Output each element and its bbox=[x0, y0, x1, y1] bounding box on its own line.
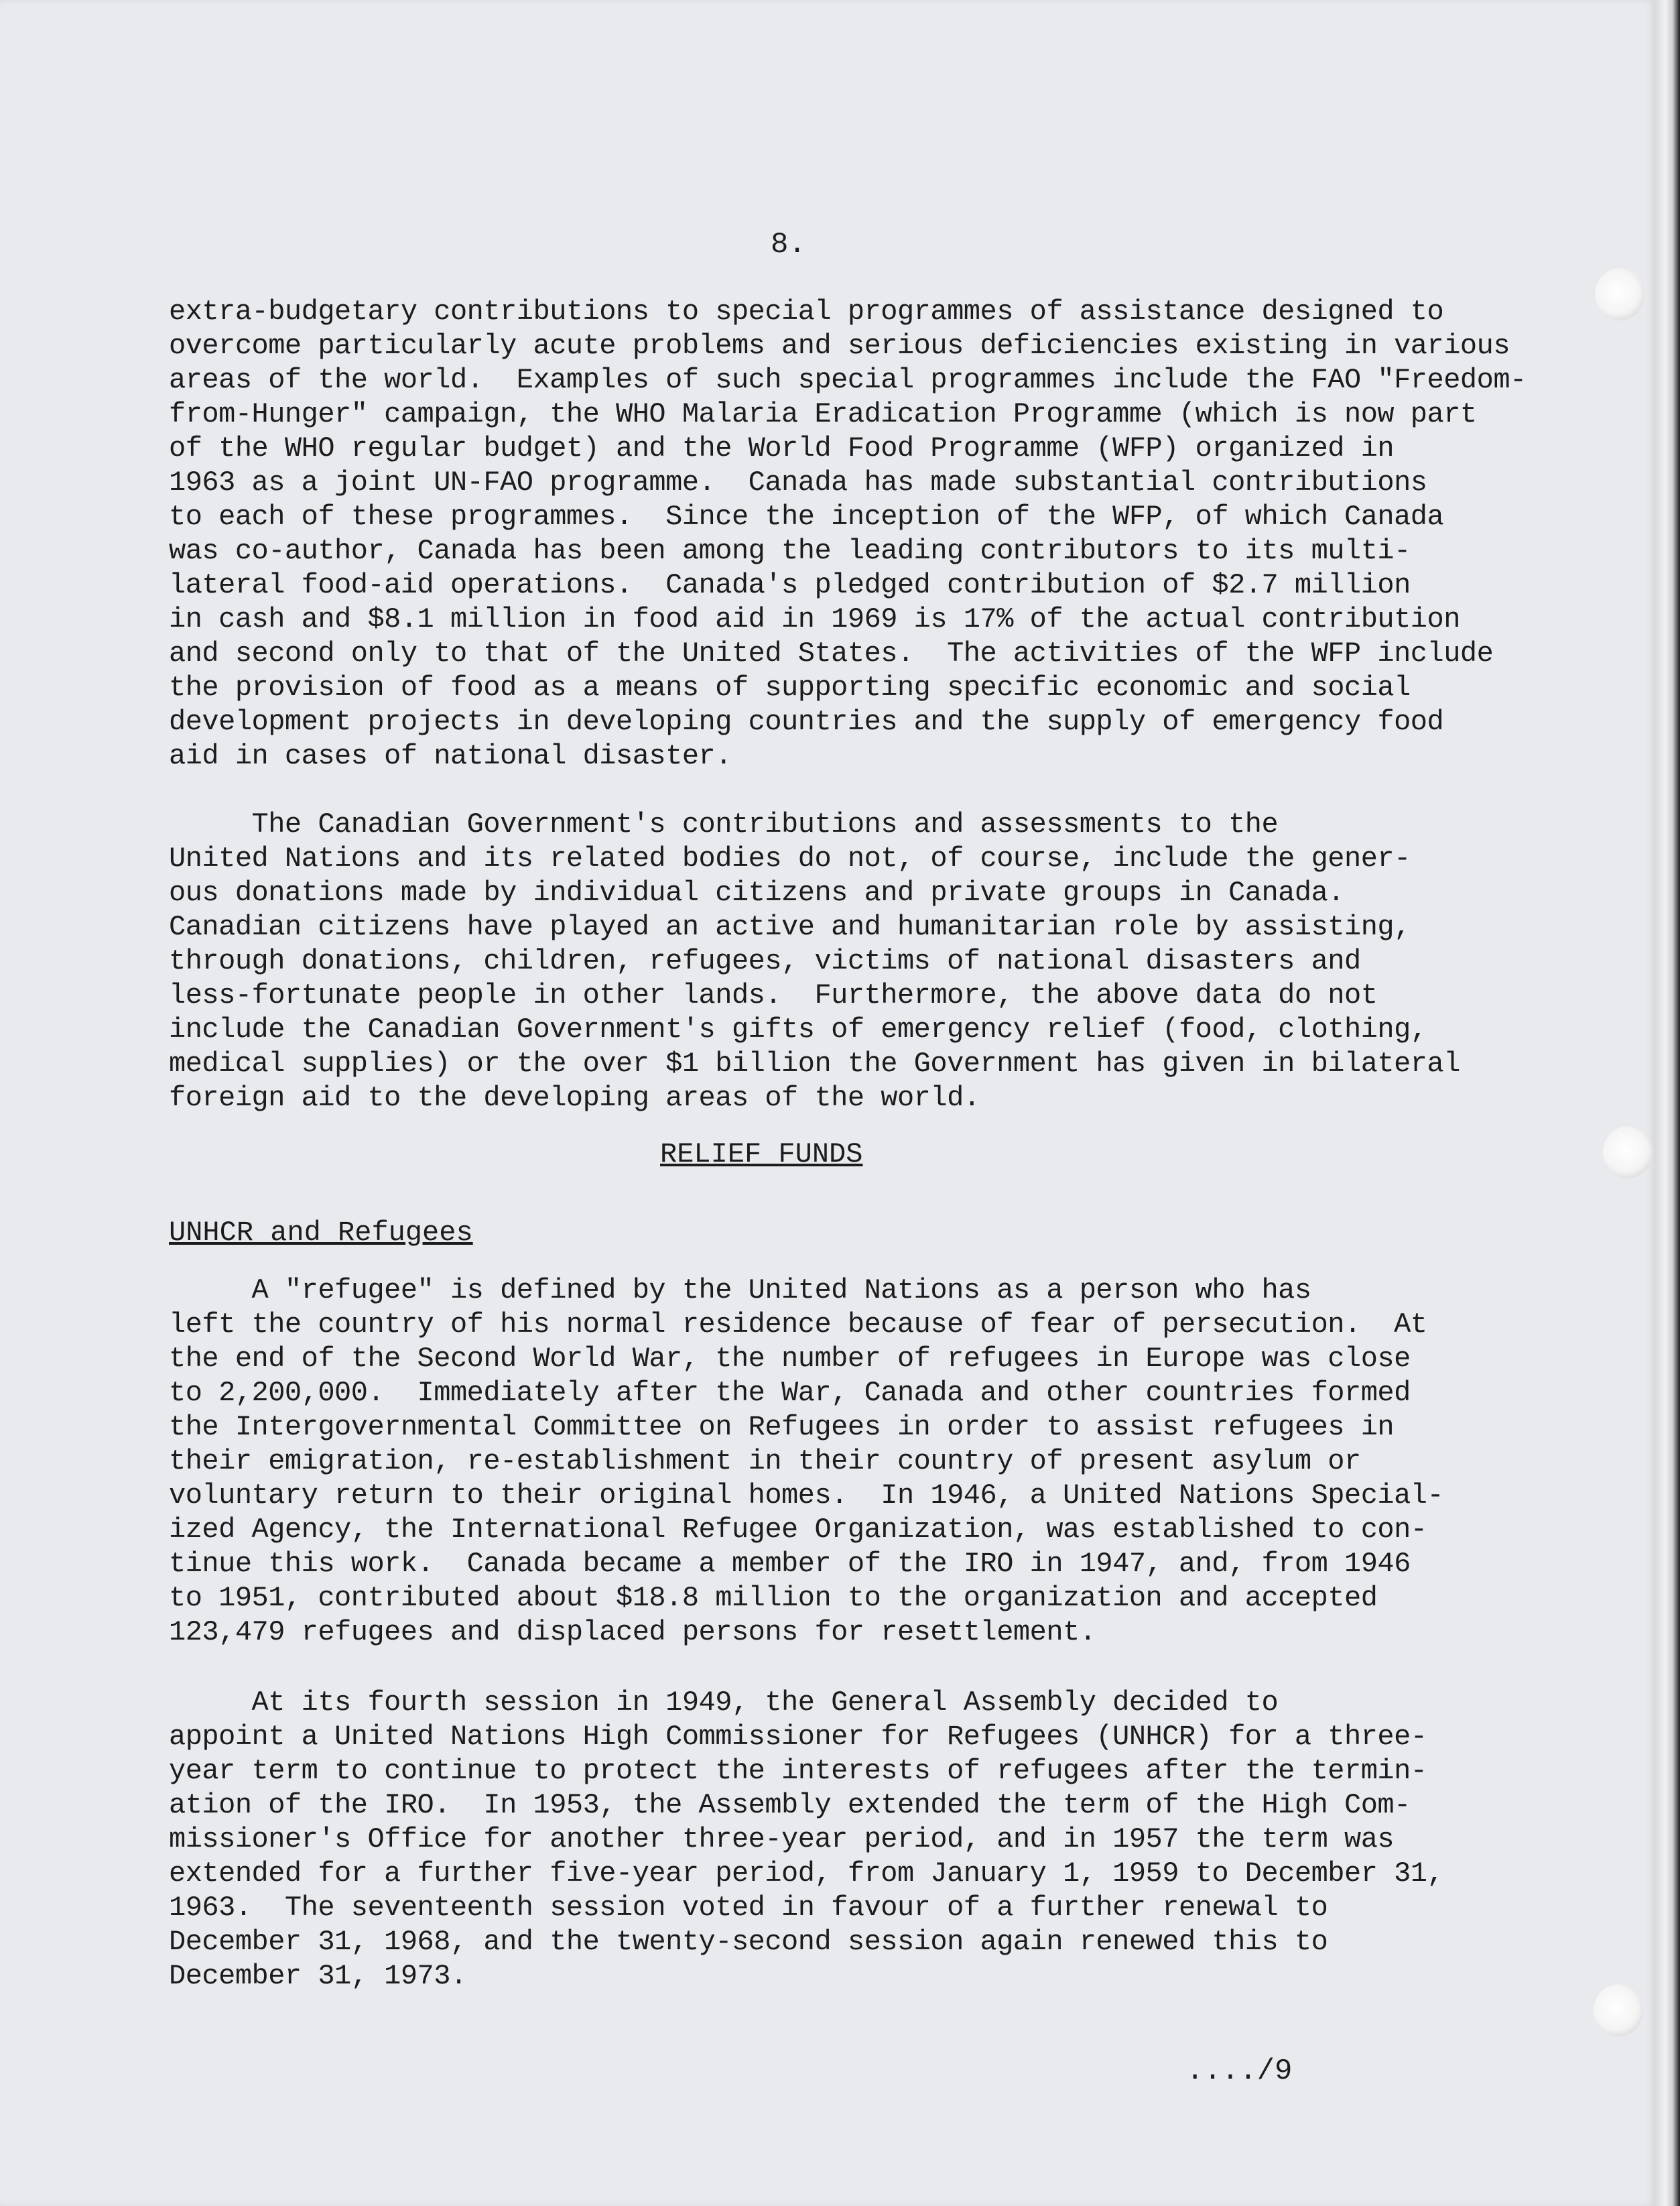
text-line: The Canadian Government's contributions and assessments to the bbox=[169, 808, 1279, 841]
text-line: December 31, 1973. bbox=[169, 1960, 467, 1992]
paragraph-canadian-contributions bbox=[169, 808, 1596, 1115]
text-line: extra-budgetary contributions to special programmes of assistance designed to bbox=[169, 296, 1444, 328]
text-line: their emigration, re-establishment in their country of present asylum or bbox=[169, 1445, 1361, 1477]
text-line: A "refugee" is defined by the United Nations as a person who has bbox=[169, 1274, 1311, 1306]
text-line: development projects in developing countries and the supply of emergency food bbox=[169, 706, 1444, 738]
text-line: 123,479 refugees and displaced persons for resettlement. bbox=[169, 1616, 1096, 1648]
text-line: medical supplies) or the over $1 billion the Government has given in bilateral bbox=[169, 1048, 1460, 1080]
text-line: ous donations made by individual citizens and private groups in Canada. bbox=[169, 877, 1344, 909]
text-line: in cash and $8.1 million in food aid in 1969 is 17% of the actual contribution bbox=[169, 603, 1460, 635]
text-line: left the country of his normal residence because of fear of persecution. At bbox=[169, 1308, 1427, 1341]
text-line: overcome particularly acute problems and serious deficiencies existing in various bbox=[169, 330, 1510, 362]
text-line: to each of these programmes. Since the inception of the WFP, of which Canada bbox=[169, 501, 1444, 533]
text-line: to 1951, contributed about $18.8 million to the organization and accepted bbox=[169, 1582, 1378, 1614]
text-line: from-Hunger" campaign, the WHO Malaria Eradication Programme (which is now part bbox=[169, 398, 1477, 430]
text-line: ized Agency, the International Refugee Organization, was established to con- bbox=[169, 1514, 1427, 1546]
text-line: the provision of food as a means of supporting specific economic and social bbox=[169, 672, 1411, 704]
section-heading-relief-funds: RELIEF FUNDS bbox=[660, 1138, 863, 1170]
text-line: United Nations and its related bodies do not, of course, include the gener- bbox=[169, 843, 1411, 875]
text-line: voluntary return to their original homes. In 1946, a United Nations Special- bbox=[169, 1479, 1444, 1512]
page-number: 8. bbox=[771, 228, 806, 261]
text-line: foreign aid to the developing areas of the world. bbox=[169, 1082, 980, 1114]
paragraph-unhcr-appointment bbox=[169, 1686, 1596, 1994]
paragraph-refugee-definition bbox=[169, 1274, 1596, 1650]
text-line: December 31, 1968, and the twenty-second session again renewed this to bbox=[169, 1926, 1328, 1958]
paragraph-special-programmes bbox=[169, 295, 1596, 774]
text-line: lateral food-aid operations. Canada's pledged contribution of $2.7 million bbox=[169, 569, 1411, 601]
punch-hole bbox=[1603, 1126, 1653, 1178]
text-line: to 2,200,000. Immediately after the War, Canada and other countries formed bbox=[169, 1377, 1411, 1409]
text-line: 1963 as a joint UN-FAO programme. Canada has made substantial contributions bbox=[169, 467, 1427, 499]
text-line: year term to continue to protect the interests of refugees after the termin- bbox=[169, 1755, 1427, 1787]
subheading-unhcr-refugees: UNHCR and Refugees bbox=[169, 1217, 473, 1249]
text-line: extended for a further five-year period, from January 1, 1959 to December 31, bbox=[169, 1857, 1444, 1890]
punch-hole bbox=[1594, 1984, 1643, 2036]
text-line: ation of the IRO. In 1953, the Assembly extended the term of the High Com- bbox=[169, 1789, 1411, 1821]
text-line: the Intergovernmental Committee on Refugees in order to assist refugees in bbox=[169, 1411, 1395, 1443]
text-line: and second only to that of the United States. The activities of the WFP include bbox=[169, 637, 1494, 670]
text-line: Canadian citizens have played an active and humanitarian role by assisting, bbox=[169, 911, 1411, 943]
continuation-marker: ..../9 bbox=[1186, 2055, 1293, 2088]
text-line: through donations, children, refugees, victims of national disasters and bbox=[169, 945, 1361, 977]
text-line: At its fourth session in 1949, the General Assembly decided to bbox=[169, 1687, 1279, 1719]
text-line: appoint a United Nations High Commissioner for Refugees (UNHCR) for a three- bbox=[169, 1721, 1427, 1753]
text-line: 1963. The seventeenth session voted in favour of a further renewal to bbox=[169, 1892, 1328, 1924]
punch-hole bbox=[1595, 268, 1644, 320]
text-line: was co-author, Canada has been among the leading contributors to its multi- bbox=[169, 535, 1411, 567]
text-line: the end of the Second World War, the number of refugees in Europe was close bbox=[169, 1343, 1411, 1375]
page-edge bbox=[1655, 0, 1680, 2206]
text-line: tinue this work. Canada became a member of the IRO in 1947, and, from 1946 bbox=[169, 1548, 1411, 1580]
text-line: missioner's Office for another three-year period, and in 1957 the term was bbox=[169, 1823, 1395, 1855]
text-line: include the Canadian Government's gifts of emergency relief (food, clothing, bbox=[169, 1014, 1427, 1046]
text-line: of the WHO regular budget) and the World Food Programme (WFP) organized in bbox=[169, 432, 1395, 465]
text-line: areas of the world. Examples of such special programmes include the FAO "Freedom- bbox=[169, 364, 1527, 396]
text-line: aid in cases of national disaster. bbox=[169, 740, 732, 772]
text-line: less-fortunate people in other lands. Furthermore, the above data do not bbox=[169, 979, 1378, 1012]
